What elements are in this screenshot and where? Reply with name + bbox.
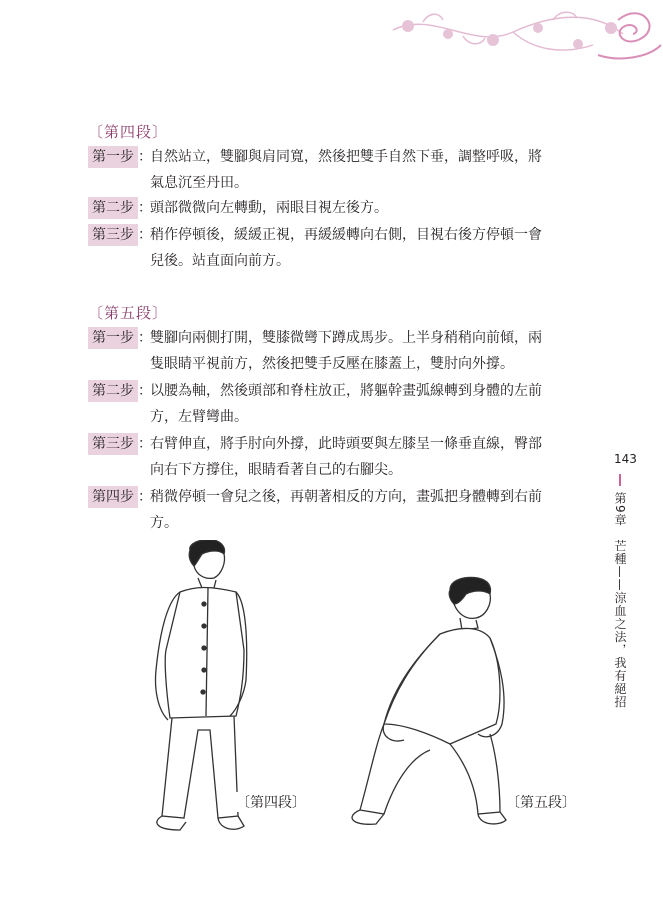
step-colon: ： bbox=[138, 227, 152, 243]
step-text-line: 兒後。站直面向前方。 bbox=[150, 253, 290, 269]
step-text-line: 自然站立，雙腳與肩同寬，然後把雙手自然下垂，調整呼吸，將 bbox=[150, 149, 542, 165]
step-text-line: 向右下方撐住，眼睛看著自己的右腳尖。 bbox=[150, 462, 402, 478]
step-block bbox=[88, 484, 578, 536]
figure-caption-right: 〔第五段〕 bbox=[506, 792, 576, 812]
step-label: 第一步 bbox=[88, 146, 138, 168]
step-text-line: 稍作停頓後，緩緩正視，再緩緩轉向右側，目視右後方停頓一會 bbox=[150, 227, 542, 243]
figure-caption-left: 〔第四段〕 bbox=[236, 792, 306, 812]
step-text-line: 隻眼睛平視前方，然後把雙手反壓在膝蓋上，雙肘向外撐。 bbox=[150, 356, 514, 372]
step-colon: ： bbox=[138, 200, 152, 216]
step-text-line: 稍微停頓一會兒之後，再朝著相反的方向，畫弧把身體轉到右前 bbox=[150, 489, 542, 505]
floral-flourish-icon bbox=[363, 0, 663, 70]
step-block bbox=[88, 378, 578, 430]
step-label: 第二步 bbox=[88, 380, 138, 402]
chapter-title: 第9章 芒種——涼血之法，我有絕招 bbox=[613, 492, 627, 709]
step-text-line: 方，左臂彎曲。 bbox=[150, 409, 248, 425]
step-block bbox=[88, 195, 578, 221]
step-text-line: 雙腳向兩側打開，雙膝微彎下蹲成馬步。上半身稍稍向前傾，兩 bbox=[150, 330, 542, 346]
step-block bbox=[88, 144, 578, 196]
step-text-line: 方。 bbox=[150, 515, 178, 531]
page-number: 143 bbox=[614, 452, 637, 466]
step-label: 第二步 bbox=[88, 197, 138, 219]
step-colon: ： bbox=[138, 436, 152, 452]
step-colon: ： bbox=[138, 383, 152, 399]
step-text-line: 以腰為軸，然後頭部和脊柱放正，將軀幹畫弧線轉到身體的左前 bbox=[150, 383, 542, 399]
step-block bbox=[88, 222, 578, 274]
step-label: 第三步 bbox=[88, 224, 138, 246]
step-colon: ： bbox=[138, 489, 152, 505]
section-heading-5: 〔第五段〕 bbox=[88, 304, 169, 322]
step-text-line: 頭部微微向左轉動，兩眼目視左後方。 bbox=[150, 200, 388, 216]
step-block bbox=[88, 431, 578, 483]
step-text-line: 氣息沉至丹田。 bbox=[150, 175, 248, 191]
step-text-line: 右臂伸直，將手肘向外撐，此時頭要與左膝呈一條垂直線，臀部 bbox=[150, 436, 542, 452]
step-colon: ： bbox=[138, 149, 152, 165]
step-label: 第四步 bbox=[88, 486, 138, 508]
step-label: 第三步 bbox=[88, 433, 138, 455]
step-block bbox=[88, 325, 578, 377]
step-label: 第一步 bbox=[88, 327, 138, 349]
chapter-marker bbox=[619, 474, 621, 486]
step-colon: ： bbox=[138, 330, 152, 346]
section-heading-4: 〔第四段〕 bbox=[88, 123, 169, 141]
horse-stance-illustration bbox=[340, 574, 520, 834]
